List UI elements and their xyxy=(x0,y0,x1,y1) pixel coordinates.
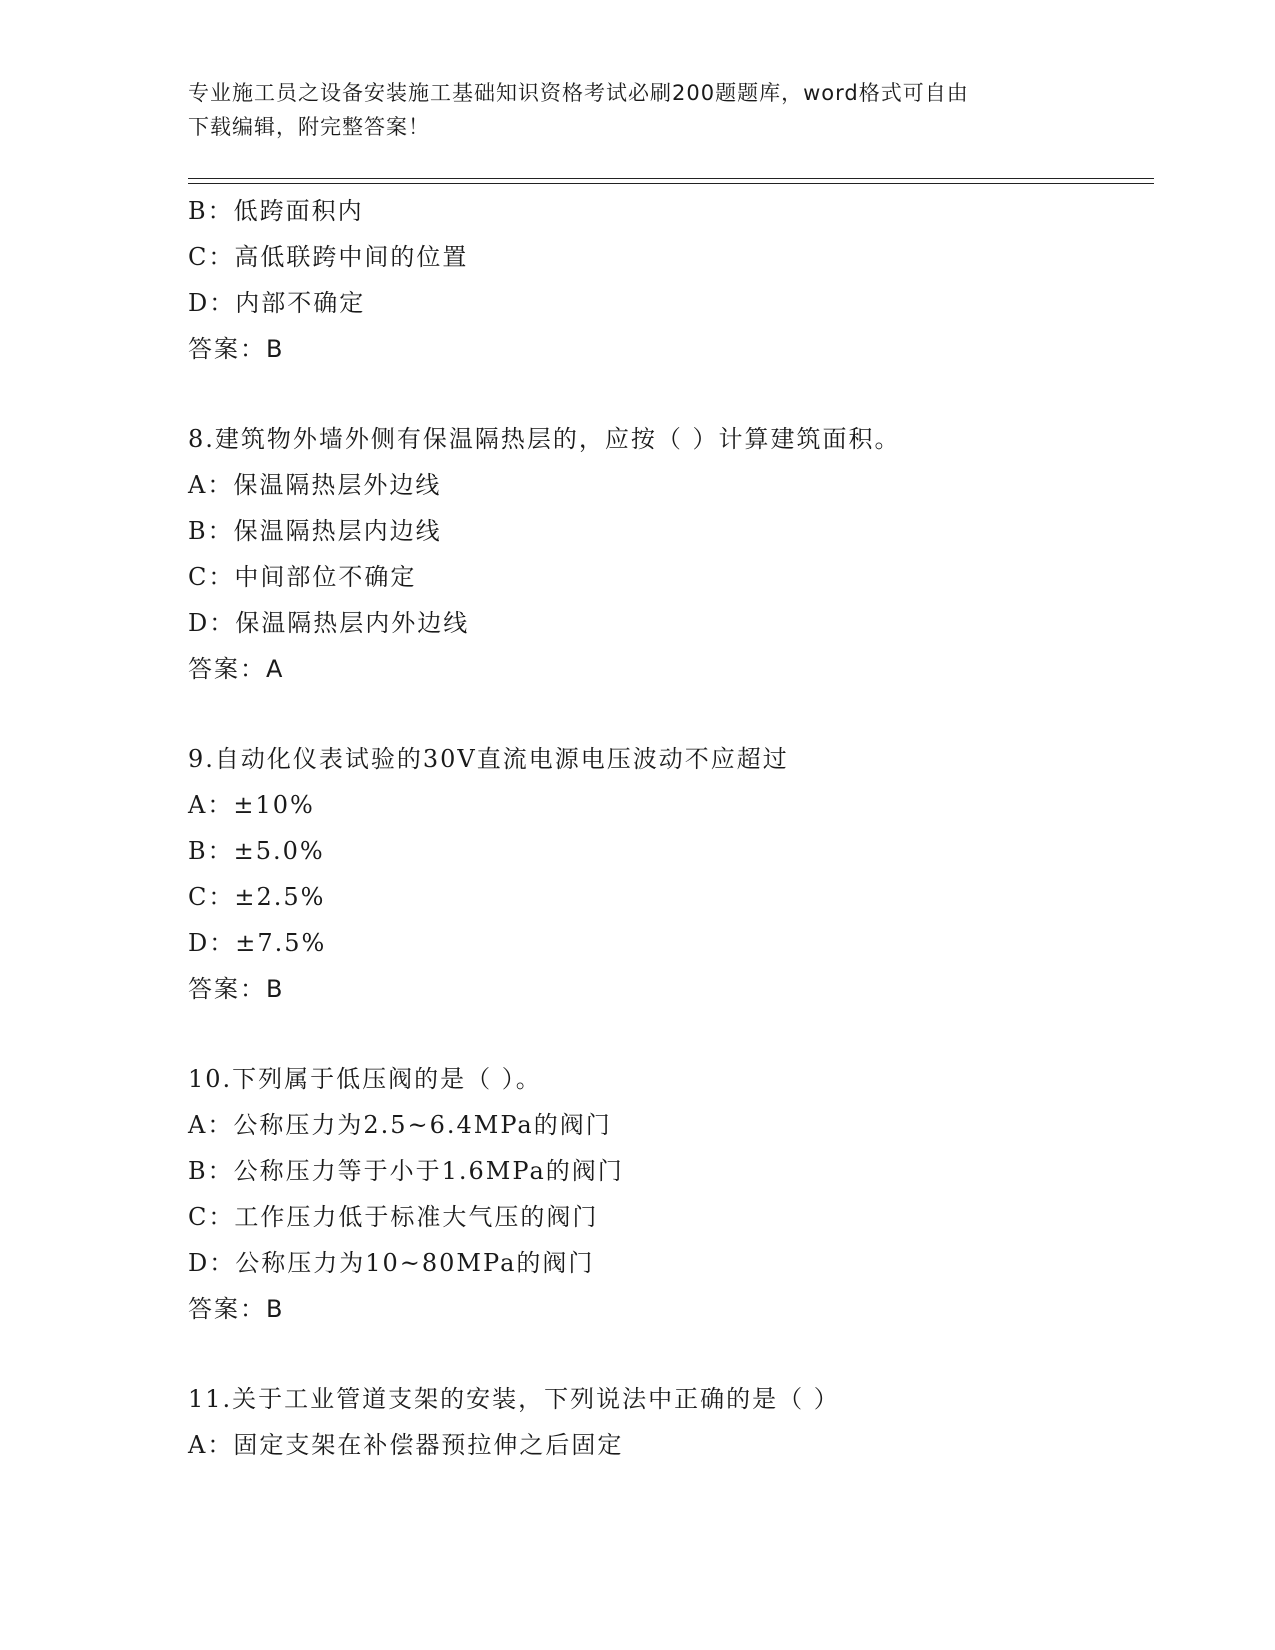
answer: 答案：A xyxy=(188,655,285,683)
option-d: D：保温隔热层内外边线 xyxy=(188,609,470,637)
answer: 答案：B xyxy=(188,1295,285,1323)
question-10 xyxy=(188,1056,1154,1332)
document-header xyxy=(188,76,1068,144)
header-line-1: 专业施工员之设备安装施工基础知识资格考试必刷200题题库，word格式可自由 xyxy=(188,81,969,105)
option-b: B：±5.0% xyxy=(188,837,325,865)
question-list xyxy=(188,188,1154,1468)
option-b: B：公称压力等于小于1.6MPa的阀门 xyxy=(188,1157,624,1185)
option-c: C：±2.5% xyxy=(188,883,326,911)
header-line-2: 下载编辑，附完整答案！ xyxy=(188,115,430,139)
option-a: A：保温隔热层外边线 xyxy=(188,471,442,499)
option-c: C：工作压力低于标准大气压的阀门 xyxy=(188,1203,599,1231)
question-11 xyxy=(188,1376,1154,1468)
question-stem: 10.下列属于低压阀的是（ ）。 xyxy=(188,1065,542,1093)
question-8 xyxy=(188,416,1154,692)
option-c: C：中间部位不确定 xyxy=(188,563,417,591)
option-a: A：固定支架在补偿器预拉伸之后固定 xyxy=(188,1431,624,1459)
question-stem: 8.建筑物外墙外侧有保温隔热层的，应按（ ）计算建筑面积。 xyxy=(188,425,901,453)
option-c: C：高低联跨中间的位置 xyxy=(188,243,469,271)
answer: 答案：B xyxy=(188,335,285,363)
option-a: A：公称压力为2.5~6.4MPa的阀门 xyxy=(188,1111,612,1139)
option-d: D：公称压力为10~80MPa的阀门 xyxy=(188,1249,595,1277)
question-stem: 11.关于工业管道支架的安装，下列说法中正确的是（ ） xyxy=(188,1385,840,1413)
question-stem: 9.自动化仪表试验的30V直流电源电压波动不应超过 xyxy=(188,745,789,773)
option-b: B：低跨面积内 xyxy=(188,197,364,225)
answer: 答案：B xyxy=(188,975,285,1003)
question-9 xyxy=(188,736,1154,1012)
option-b: B：保温隔热层内边线 xyxy=(188,517,442,545)
question-7 xyxy=(188,188,1154,372)
option-d: D：内部不确定 xyxy=(188,289,366,317)
header-divider-top xyxy=(188,178,1154,179)
option-a: A：±10% xyxy=(188,791,315,819)
option-d: D：±7.5% xyxy=(188,929,327,957)
header-divider-bottom xyxy=(188,183,1154,184)
